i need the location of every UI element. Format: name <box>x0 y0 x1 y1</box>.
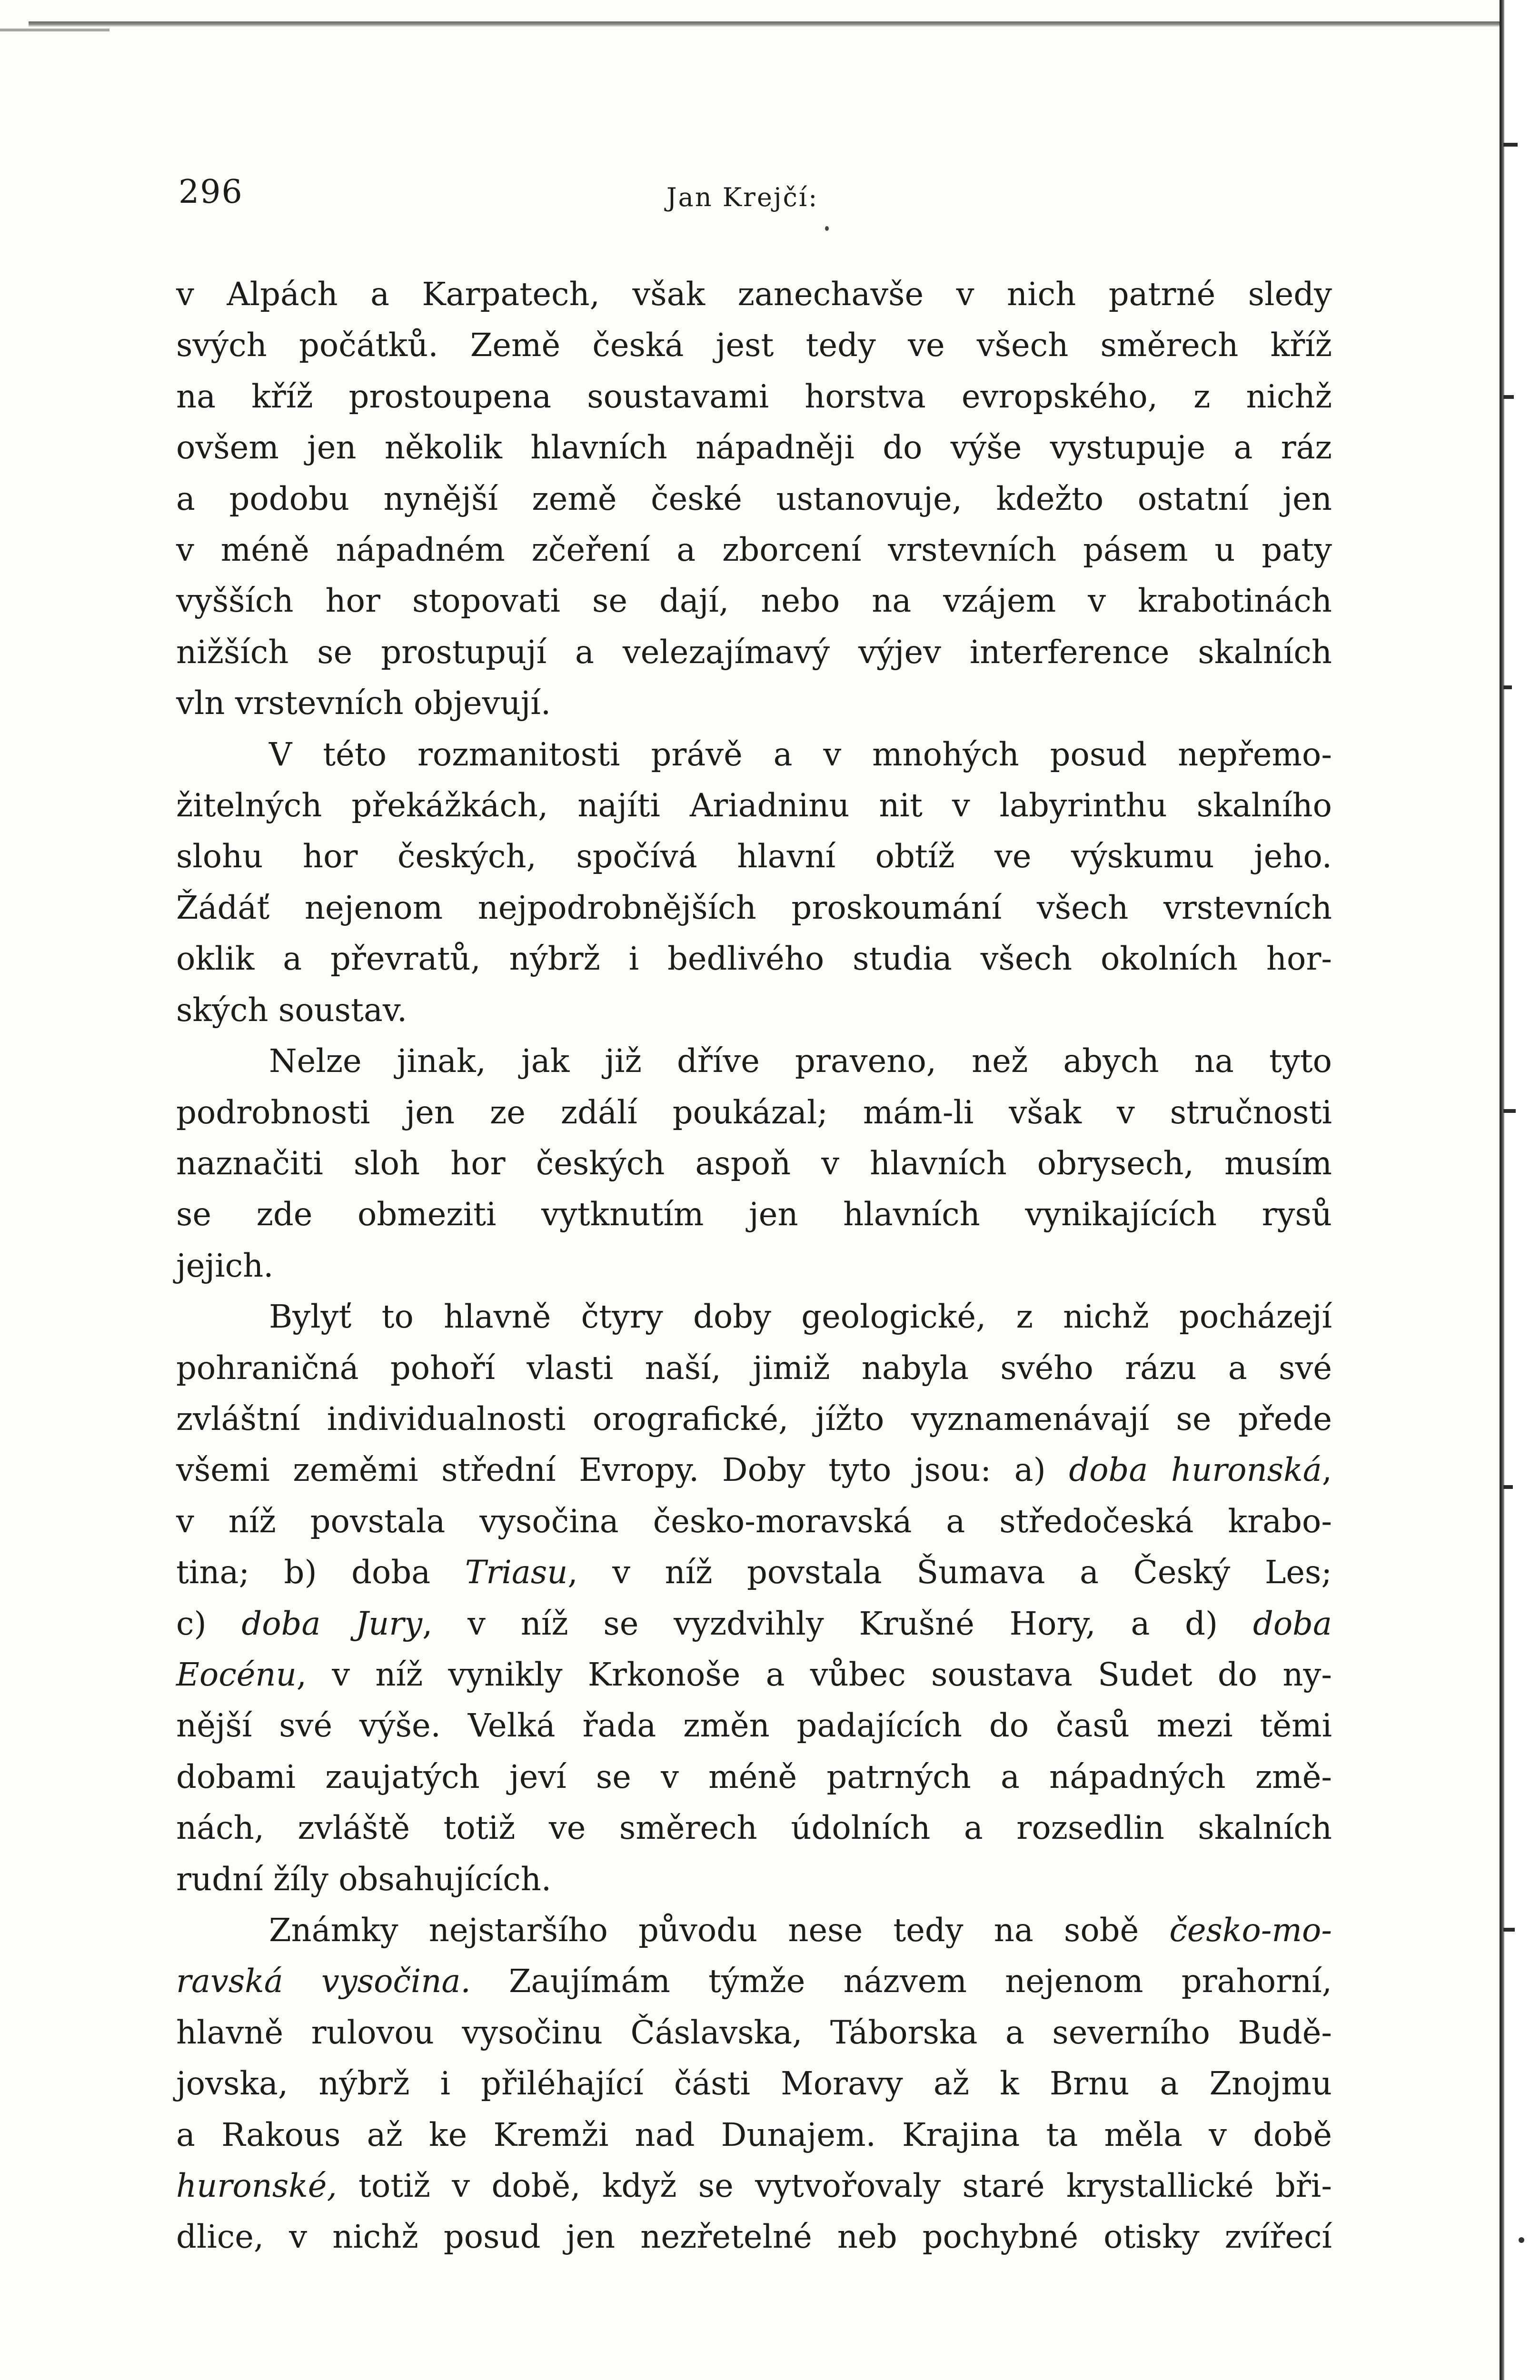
scan-edge-top <box>29 21 1509 27</box>
text-line: a Rakous až ke Kremži nad Dunajem. Krajina ta měla v době <box>176 2116 1332 2153</box>
text-line: rudní žíly obsahujících. <box>176 1860 552 1898</box>
text-line: Bylyť to hlavně čtyry doby geologické, z nichž pocházejí <box>269 1298 1332 1336</box>
text-line: jejich. <box>176 1247 274 1284</box>
text-line: všemi zeměmi střední Evropy. Doby tyto jsou: a) doba huronská, <box>176 1451 1332 1489</box>
scan-edge-mark <box>0 29 109 31</box>
text-line: slohu hor českých, spočívá hlavní obtíž ve výskumu jeho. <box>176 838 1332 875</box>
body-text <box>176 269 1332 2263</box>
text-line: Žádáť nejenom nejpodrobnějších proskoumání všech vrstevních <box>176 889 1332 926</box>
ink-dot <box>825 226 829 231</box>
text-line: svých počátků. Země česká jest tedy ve všech směrech kříž <box>176 327 1332 364</box>
text-line: oklik a převratů, nýbrž i bedlivého studia všech okolních hor- <box>176 940 1332 978</box>
text-line: nější své výše. Velká řada změn padajících do časů mezi těmi <box>176 1707 1332 1745</box>
running-head: Jan Krejčí: <box>666 182 819 212</box>
text-line: vyšších hor stopovati se dají, nebo na vzájem v krabotinách <box>176 582 1332 620</box>
text-line: V této rozmanitosti právě a v mnohých posud nepřemo- <box>269 735 1332 773</box>
text-line: huronské, totiž v době, když se vytvořovaly staré krystallické bři- <box>176 2167 1332 2205</box>
text-line: naznačiti sloh hor českých aspoň v hlavních obrysech, musím <box>176 1144 1332 1182</box>
text-line: v Alpách a Karpatech, však zanechavše v nich patrné sledy <box>176 276 1332 313</box>
text-line: zvláštní individualnosti orografické, jížto vyznamenávají se přede <box>176 1400 1332 1438</box>
text-line: a podobu nynější země české ustanovuje, kdežto ostatní jen <box>176 480 1332 517</box>
paragraph <box>176 729 1332 1036</box>
text-line: v méně nápadném zčeření a zborcení vrstevních pásem u paty <box>176 531 1332 569</box>
text-line: na kříž prostoupena soustavami horstva evropského, z nichž <box>176 377 1332 415</box>
text-line: ravská vysočina. Zaujímám týmže názvem nejenom prahorní, <box>176 1963 1332 2000</box>
text-line: žitelných překážkách, najíti Ariadninu nit v labyrinthu skalního <box>176 787 1332 824</box>
text-line: Nelze jinak, jak již dříve praveno, než abych na tyto <box>269 1042 1332 1080</box>
text-line: Eocénu, v níž vynikly Krkonoše a vůbec soustava Sudet do ny- <box>176 1656 1332 1693</box>
page-number: 296 <box>179 173 243 211</box>
text-line: pohraničná pohoří vlasti naší, jimiž nabyla svého rázu a své <box>176 1349 1332 1387</box>
paragraph <box>176 1291 1332 1905</box>
scan-edge-right <box>1500 0 1540 2380</box>
text-line: dlice, v nichž posud jen nezřetelné neb pochybné otisky zvířecí <box>176 2218 1332 2256</box>
text-line: vln vrstevních objevují. <box>176 684 551 722</box>
text-line: podrobnosti jen ze zdálí poukázal; mám-li však v stručnosti <box>176 1093 1332 1131</box>
text-line: dobami zaujatých jeví se v méně patrných a nápadných změ- <box>176 1758 1332 1795</box>
paragraph <box>176 269 1332 729</box>
text-line: Známky nejstaršího původu nese tedy na sobě česko-mo- <box>269 1912 1332 1949</box>
text-line: tina; b) doba Triasu, v níž povstala Šumava a Český Les; <box>176 1554 1332 1591</box>
text-line: v níž povstala vysočina česko-moravská a středočeská krabo- <box>176 1502 1332 1540</box>
text-line: hlavně rulovou vysočinu Čáslavska, Táborska a severního Budě- <box>176 2013 1332 2051</box>
text-line: c) doba Jury, v níž se vyzdvihly Krušné Hory, a d) doba <box>176 1605 1332 1642</box>
text-line: nách, zvláště totiž ve směrech údolních a rozsedlin skalních <box>176 1809 1332 1847</box>
text-line: ských soustav. <box>176 991 407 1029</box>
text-line: jovska, nýbrž i přiléhající části Moravy až k Brnu a Znojmu <box>176 2065 1332 2102</box>
text-line: se zde obmeziti vytknutím jen hlavních vynikajících rysů <box>176 1196 1332 1233</box>
paragraph <box>176 1905 1332 2263</box>
paragraph <box>176 1036 1332 1291</box>
text-line: ovšem jen několik hlavních nápadněji do výše vystupuje a ráz <box>176 429 1332 466</box>
text-line: nižších se prostupují a velezajímavý výjev interference skalních <box>176 633 1332 671</box>
